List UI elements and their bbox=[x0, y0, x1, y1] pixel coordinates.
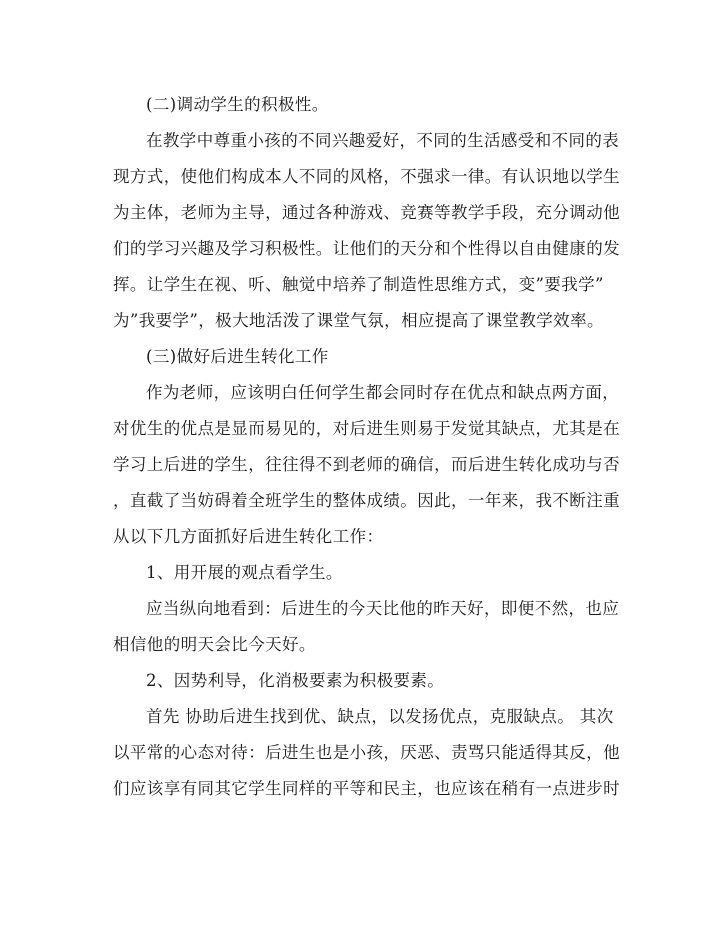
list-item-heading-1: 1、用开展的观点看学生。 bbox=[146, 563, 343, 582]
section-heading-three: (三)做好后进生转化工作 bbox=[146, 347, 329, 366]
paragraph-line: 以平常的心态对待：后进生也是小孩，厌恶、责骂只能适得其反，他 bbox=[113, 743, 620, 762]
paragraph-line: 首先 协助后进生找到优、缺点，以发扬优点，克服缺点。 其次 bbox=[146, 707, 614, 726]
paragraph-line: 现方式，使他们构成本人不同的风格，不强求一律。有认识地以学生 bbox=[113, 167, 620, 186]
paragraph-line: 在教学中尊重小孩的不同兴趣爱好，不同的生活感受和不同的表 bbox=[146, 131, 620, 150]
paragraph-line: 挥。让学生在视、听、触觉中培养了制造性思维方式，变”要我学” bbox=[113, 275, 604, 294]
paragraph-line: 应当纵向地看到：后进生的今天比他的昨天好，即便不然，也应 bbox=[146, 599, 620, 618]
paragraph-line: 相信他的明天会比今天好。 bbox=[113, 635, 316, 654]
list-item-heading-2: 2、因势利导，化消极要素为积极要素。 bbox=[146, 671, 445, 690]
paragraph-line: 作为老师，应该明白任何学生都会同时存在优点和缺点两方面， bbox=[146, 383, 620, 402]
paragraph-line: 对优生的优点是显而易见的，对后进生则易于发觉其缺点，尤其是在 bbox=[113, 419, 620, 438]
paragraph-line: 从以下几方面抓好后进生转化工作： bbox=[113, 527, 384, 546]
paragraph-line: 为”我要学”，极大地活泼了课堂气氛，相应提高了课堂教学效率。 bbox=[113, 311, 604, 330]
paragraph-line: 学习上后进的学生，往往得不到老师的确信，而后进生转化成功与否 bbox=[113, 455, 620, 474]
paragraph-line: 为主体，老师为主导，通过各种游戏、竞赛等教学手段，充分调动他 bbox=[113, 203, 620, 222]
section-heading-two: (二)调动学生的积极性。 bbox=[146, 95, 329, 114]
paragraph-line: 们的学习兴趣及学习积极性。让他们的天分和个性得以自由健康的发 bbox=[113, 239, 620, 258]
paragraph-line: 们应该享有同其它学生同样的平等和民主，也应该在稍有一点进步时 bbox=[113, 779, 620, 798]
paragraph-line: ，直截了当妨碍着全班学生的整体成绩。因此，一年来，我不断注重 bbox=[113, 491, 620, 510]
